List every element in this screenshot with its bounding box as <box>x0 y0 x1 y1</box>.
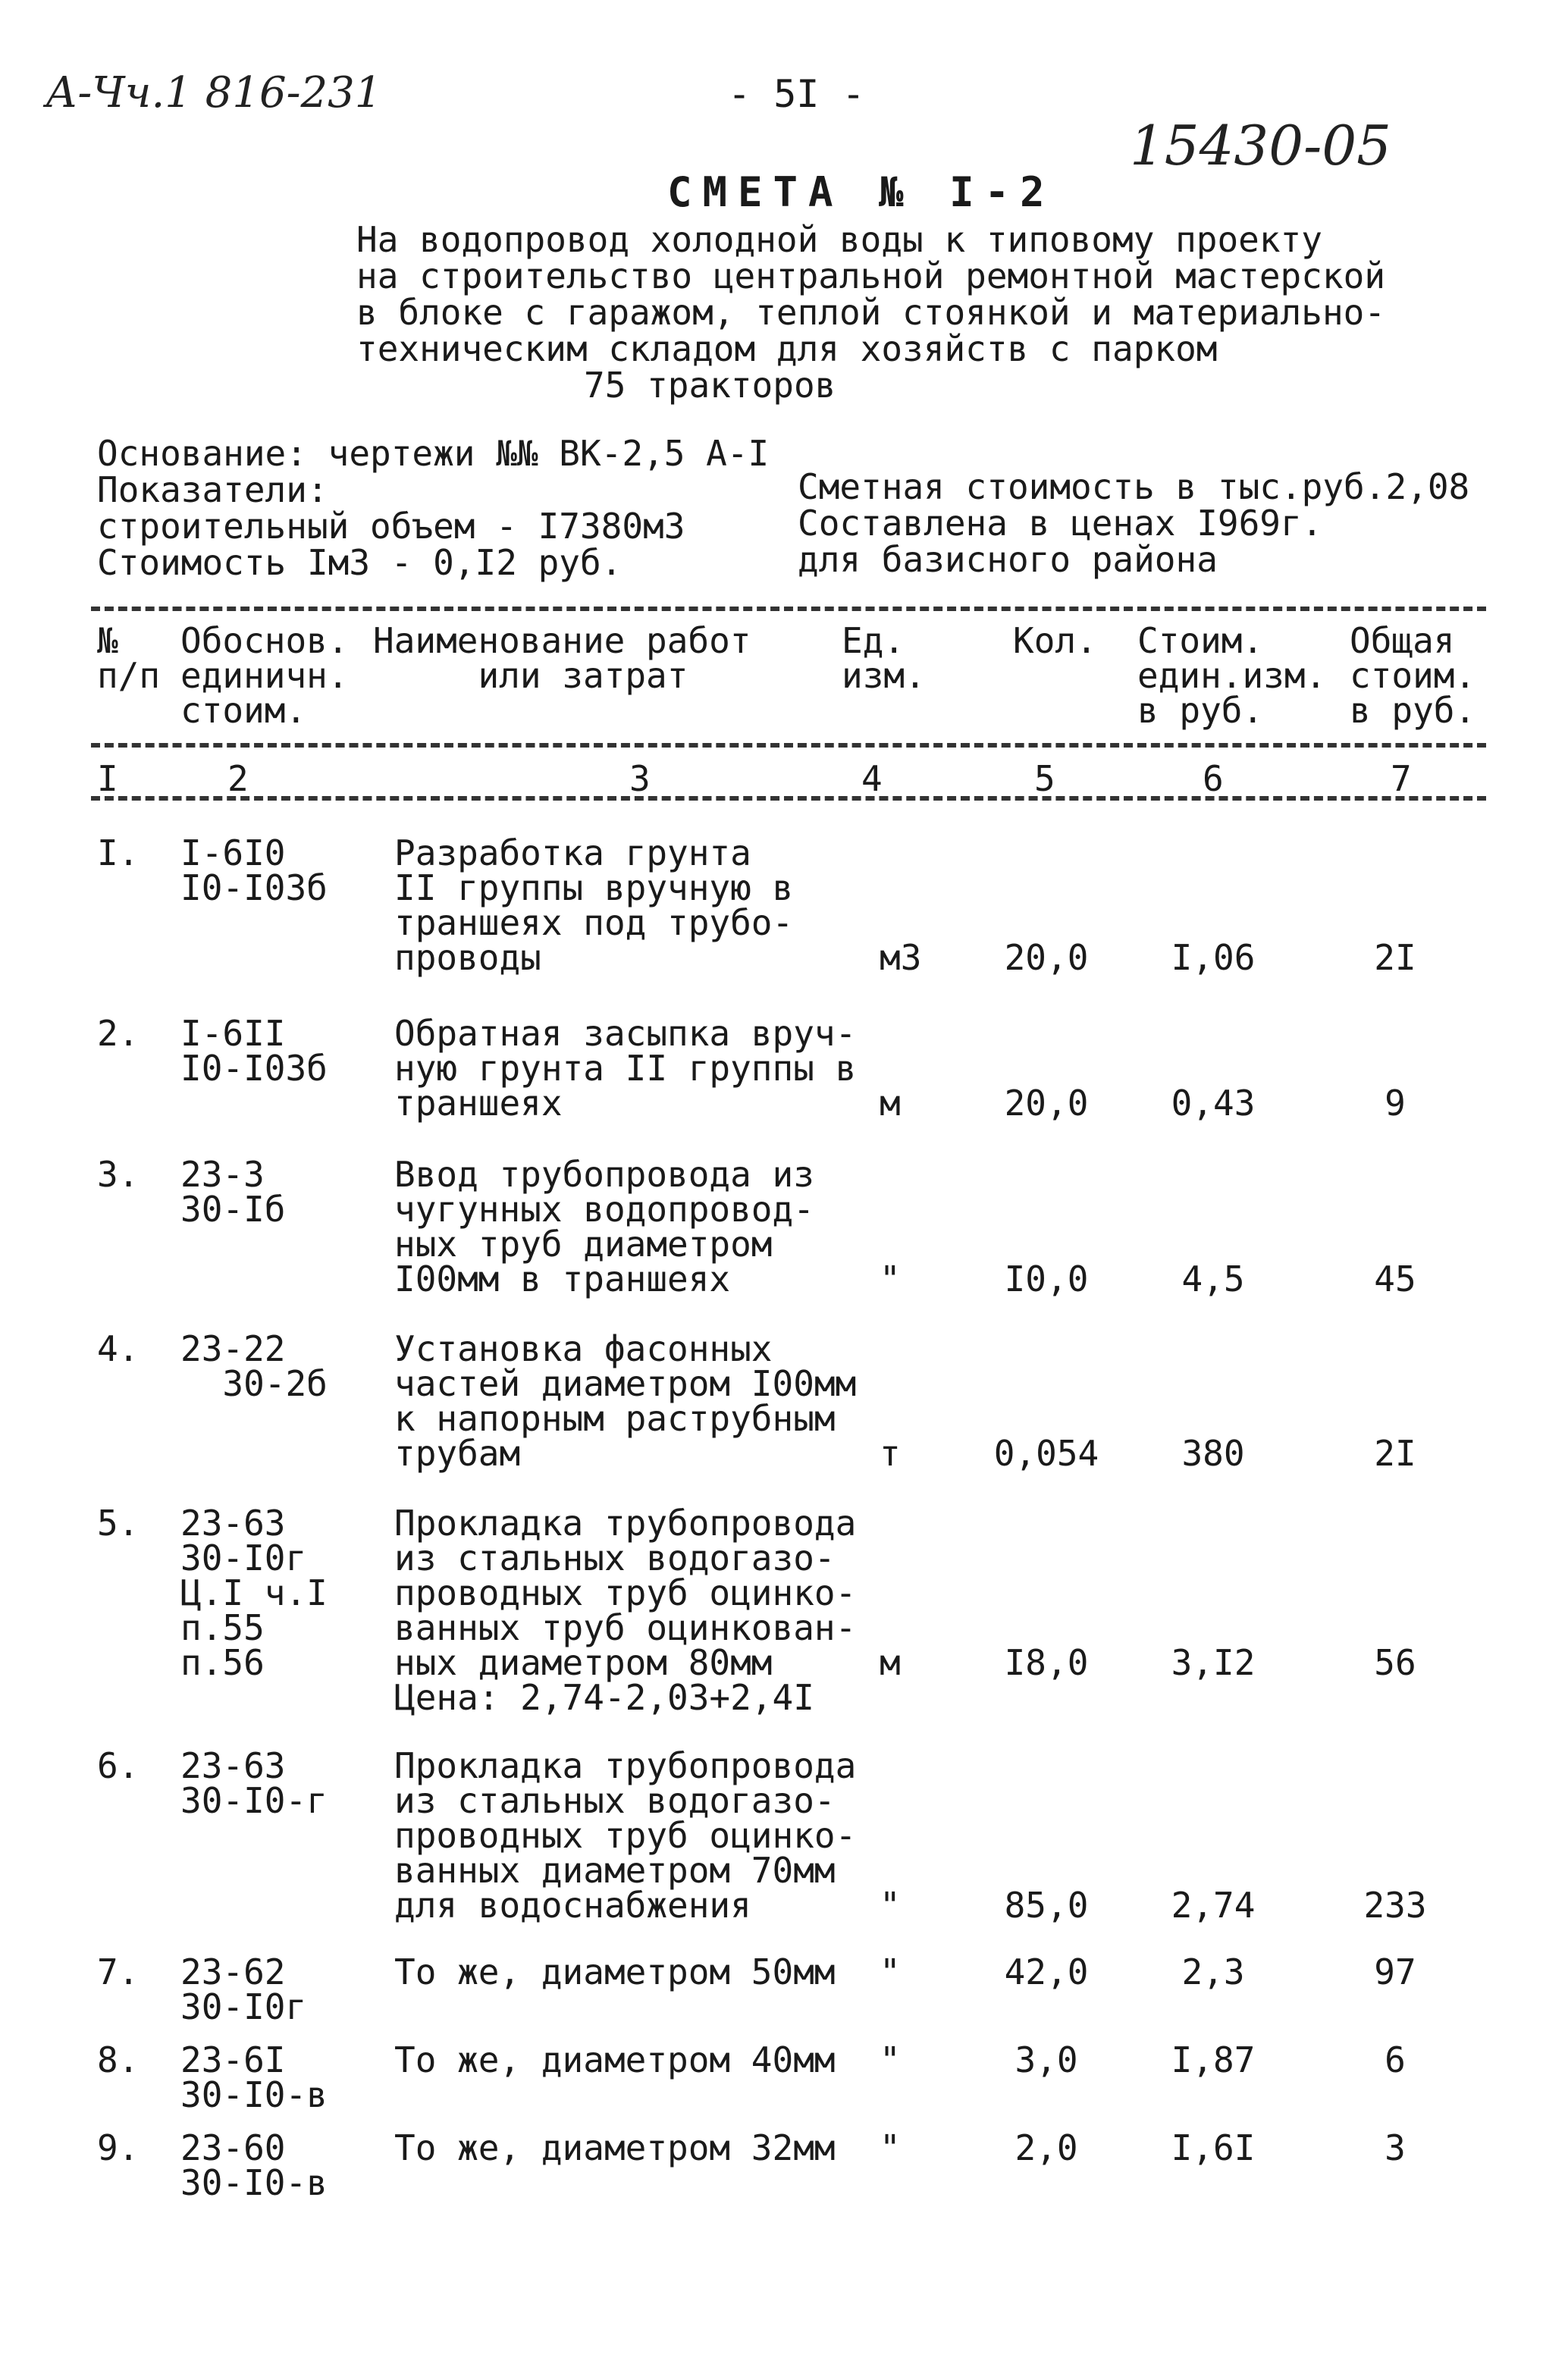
row-name: Прокладка трубопровода из стальных водогазо- проводных труб оцинко- ванных диаметром 70мм для водоснабжения <box>394 1745 857 1926</box>
row-unit-price: 0,43 <box>1171 1083 1256 1124</box>
row-name: То же, диаметром 32мм <box>394 2127 836 2168</box>
row-number: 5. <box>97 1503 140 1544</box>
row-name: Обратная засыпка вруч- ную грунта II группы в траншеях <box>394 1013 857 1124</box>
row-quantity: 20,0 <box>1004 937 1089 978</box>
column-header-unit-price: Стоим. един.изм. в руб. <box>1137 620 1327 731</box>
column-header-number: № п/п <box>97 620 161 696</box>
row-total: 2I <box>1374 937 1416 978</box>
info-left-line: строительный объем - I7380м3 <box>97 506 685 547</box>
row-quantity: I8,0 <box>1004 1642 1089 1683</box>
row-unit-price: I,6I <box>1171 2127 1256 2168</box>
row-basis: I-6I0 I0-I03б <box>180 832 328 908</box>
row-unit-price: I,87 <box>1171 2039 1256 2080</box>
row-basis: 23-60 30-I0-в <box>180 2127 328 2203</box>
row-unit: м <box>880 1642 901 1683</box>
row-total: 2I <box>1374 1433 1416 1474</box>
row-basis: 23-62 30-I0г <box>180 1951 307 2027</box>
row-basis: 23-63 30-I0-г <box>180 1745 328 1821</box>
row-name: Разработка грунта II группы вручную в траншеях под трубо- проводы <box>394 832 794 978</box>
row-unit-price: 2,3 <box>1181 1951 1245 1992</box>
subtitle-line: на строительство центральной ремонтной мастерской <box>356 255 1386 296</box>
row-unit: м3 <box>880 937 922 978</box>
column-number: 4 <box>861 758 883 799</box>
row-number: 4. <box>97 1328 140 1369</box>
row-unit-price: I,06 <box>1171 937 1256 978</box>
divider-line <box>91 743 1486 748</box>
row-number: 8. <box>97 2039 140 2080</box>
row-number: 7. <box>97 1951 140 1992</box>
row-total: 6 <box>1385 2039 1406 2080</box>
row-basis: 23-6I 30-I0-в <box>180 2039 328 2115</box>
info-left-line: Основание: чертежи №№ ВК-2,5 А-I <box>97 433 770 474</box>
info-right-line: Сметная стоимость в тыс.руб.2,08 <box>798 466 1470 507</box>
divider-line <box>91 796 1486 801</box>
column-number: 7 <box>1391 758 1412 799</box>
row-basis: I-6II I0-I03б <box>180 1013 328 1089</box>
row-total: 56 <box>1374 1642 1416 1683</box>
column-header-basis: Обоснов. единичн. стоим. <box>180 620 349 731</box>
info-left-line: Показатели: <box>97 469 328 510</box>
column-header-unit: Ед. изм. <box>842 620 926 696</box>
info-left-line: Стоимость Iм3 - 0,I2 руб. <box>97 542 622 583</box>
row-quantity: 3,0 <box>1014 2039 1078 2080</box>
column-number: 6 <box>1203 758 1224 799</box>
row-name: То же, диаметром 40мм <box>394 2039 836 2080</box>
divider-line <box>91 607 1486 611</box>
row-total: 45 <box>1374 1259 1416 1299</box>
row-unit: " <box>880 2039 901 2080</box>
row-basis: 23-3 30-Iб <box>180 1154 286 1230</box>
row-total: 97 <box>1374 1951 1416 1992</box>
row-number: 6. <box>97 1745 140 1786</box>
info-right-line: Составлена в ценах I969г. <box>798 503 1323 544</box>
column-number: I <box>97 758 118 799</box>
row-name: Ввод трубопровода из чугунных водопровод- ных труб диаметром I00мм в траншеях <box>394 1154 814 1299</box>
row-unit: т <box>880 1433 901 1474</box>
row-unit: " <box>880 1951 901 1992</box>
row-total: 9 <box>1385 1083 1406 1124</box>
subtitle-line: 75 тракторов <box>584 365 836 406</box>
row-unit: " <box>880 2127 901 2168</box>
row-unit-price: 380 <box>1181 1433 1245 1474</box>
subtitle-line: в блоке с гаражом, теплой стоянкой и материально- <box>356 292 1386 333</box>
column-number: 2 <box>227 758 249 799</box>
column-header-total: Общая стоим. в руб. <box>1350 620 1476 731</box>
row-unit: " <box>880 1259 901 1299</box>
row-name: Установка фасонных частей диаметром I00мм к напорным раструбным трубам <box>394 1328 857 1474</box>
column-header-name: Наименование работ или затрат <box>373 620 751 696</box>
handwritten-reference-right: 15430-05 <box>1130 114 1391 177</box>
row-quantity: 20,0 <box>1004 1083 1089 1124</box>
row-quantity: 0,054 <box>993 1433 1099 1474</box>
row-basis: 23-22 30-2б <box>180 1328 328 1404</box>
subtitle-line: На водопровод холодной воды к типовому проекту <box>356 219 1322 260</box>
row-basis: 23-63 30-I0г Ц.I ч.I п.55 п.56 <box>180 1503 328 1683</box>
info-right-line: для базисного района <box>798 539 1218 580</box>
column-number: 5 <box>1034 758 1055 799</box>
handwritten-reference-left: А-Чч.1 816-231 <box>45 68 382 118</box>
row-total: 3 <box>1385 2127 1406 2168</box>
row-unit: м <box>880 1083 901 1124</box>
row-unit: " <box>880 1885 901 1926</box>
row-unit-price: 2,74 <box>1171 1885 1256 1926</box>
document-title: СМЕТА № I-2 <box>667 168 1055 216</box>
column-header-quantity: Кол. <box>1013 620 1097 661</box>
page-number: - 5I - <box>728 72 865 116</box>
column-number: 3 <box>629 758 651 799</box>
row-quantity: 85,0 <box>1004 1885 1089 1926</box>
row-unit-price: 4,5 <box>1181 1259 1245 1299</box>
row-quantity: 42,0 <box>1004 1951 1089 1992</box>
row-number: I. <box>97 832 140 873</box>
row-number: 2. <box>97 1013 140 1054</box>
subtitle-line: техническим складом для хозяйств с парком <box>356 328 1218 369</box>
row-number: 3. <box>97 1154 140 1195</box>
row-name: Прокладка трубопровода из стальных водогазо- проводных труб оцинко- ванных труб оцинкован- ных диаметром 80мм Цена: 2,74-2,03+2,4I <box>394 1503 857 1718</box>
row-quantity: 2,0 <box>1014 2127 1078 2168</box>
row-total: 233 <box>1363 1885 1427 1926</box>
row-unit-price: 3,I2 <box>1171 1642 1256 1683</box>
row-name: То же, диаметром 50мм <box>394 1951 836 1992</box>
row-number: 9. <box>97 2127 140 2168</box>
row-quantity: I0,0 <box>1004 1259 1089 1299</box>
